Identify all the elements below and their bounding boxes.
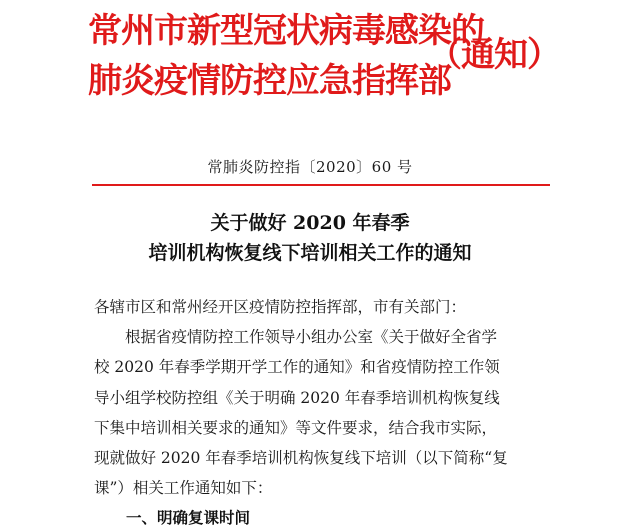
issuing-authority-header [88,6,484,106]
addressee-line: 各辖市区和常州经开区疫情防控指挥部，市有关部门： [94,298,467,316]
body-paragraph-line: 课”）相关工作通知如下： [94,479,273,497]
body-paragraph-line: 导小组学校防控组《关于明确 2020 年春季培训机构恢复线 [94,389,500,407]
document-title-line-1: 关于做好 2020 年春季 [210,212,410,234]
red-divider-line [92,184,550,186]
document-number: 常肺炎防控指〔2020〕60 号 [207,158,413,176]
header-title-line-2: 肺炎疫情防控应急指挥部 [88,61,451,101]
document-title-line-2: 培训机构恢复线下培训相关工作的通知 [148,242,472,264]
body-paragraph-line: 下集中培训相关要求的通知》等文件要求，结合我市实际， [94,419,498,437]
section-heading: 一、明确复课时间 [126,509,251,527]
body-paragraph-line: 校 2020 年春季学期开学工作的通知》和省疫情防控工作领 [94,358,500,376]
header-title-line-1: 常州市新型冠状病毒感染的 [88,11,484,51]
document-type-tag: （通知） [428,35,560,75]
body-paragraph-line: 现就做好 2020 年春季培训机构恢复线下培训（以下简称“复 [94,449,508,467]
body-paragraph-line: 根据省疫情防控工作领导小组办公室《关于做好全省学 [94,328,498,346]
